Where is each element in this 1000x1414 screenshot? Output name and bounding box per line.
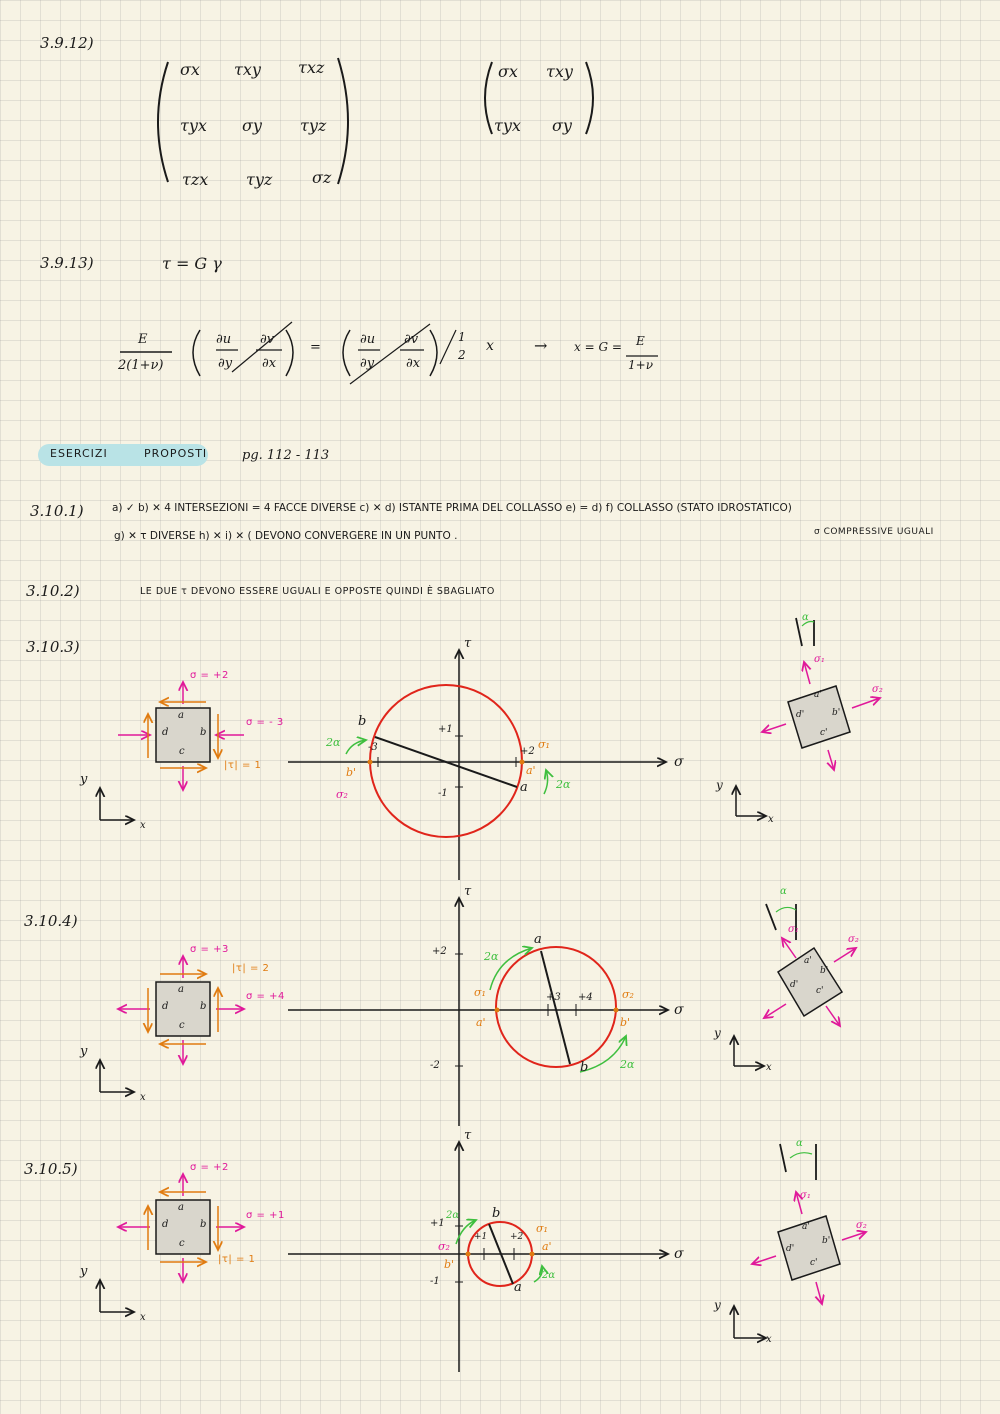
axis-y-label: y bbox=[716, 778, 723, 792]
matrix-cell: σx bbox=[180, 60, 200, 79]
face-b-prime: b' bbox=[822, 1236, 831, 1246]
tick-tau-pos: +1 bbox=[430, 1218, 445, 1229]
answers-line-3: σ COMPRESSIVE UGUALI bbox=[814, 527, 934, 537]
matrix-cell: σz bbox=[312, 168, 332, 187]
pill-text-b: PROPOSTI bbox=[144, 447, 208, 460]
face-d-prime: d' bbox=[790, 980, 799, 990]
mohr-plane-3-10-5 bbox=[288, 1142, 668, 1372]
axis-y-label: y bbox=[714, 1298, 721, 1312]
sigma2-rot-label: σ₂ bbox=[848, 934, 859, 945]
point-a: a bbox=[520, 780, 528, 795]
point-a-prime: a' bbox=[476, 1016, 486, 1029]
xy-axes-rot-3-10-3 bbox=[736, 786, 766, 816]
sigma-right-label: σ = +1 bbox=[246, 1210, 285, 1221]
tau-abs-label: |τ| = 2 bbox=[232, 963, 270, 974]
section-label-3-9-13: 3.9.13) bbox=[40, 254, 94, 272]
section-label-3-10-3: 3.10.3) bbox=[26, 638, 80, 656]
axis-x-label: x bbox=[768, 814, 774, 825]
eq-e-num: E bbox=[138, 332, 148, 347]
face-a-prime: a' bbox=[804, 956, 812, 966]
matrix-cell: σx bbox=[498, 62, 518, 81]
two-alpha-label: 2α bbox=[556, 778, 571, 791]
tick-sigma-a: +1 bbox=[474, 1232, 488, 1242]
tau-axis-label: τ bbox=[464, 636, 472, 651]
point-a: a bbox=[514, 1280, 522, 1295]
eq-half-den: 2 bbox=[458, 348, 466, 362]
axis-y-label: y bbox=[80, 1264, 88, 1279]
eq-du: ∂u bbox=[216, 332, 232, 347]
answers-line-1: a) ✓ b) ✕ 4 INTERSEZIONI = 4 FACCE DIVERSE c) ✕ d) ISTANTE PRIMA DEL COLLASSO e) = d) f) COLLASSO (STATO IDROSTATICO) bbox=[112, 502, 792, 514]
axis-x-label: x bbox=[140, 1312, 146, 1323]
face-a-prime: a' bbox=[814, 690, 822, 700]
tick-tau-neg: -2 bbox=[430, 1060, 440, 1071]
two-alpha-label: 2α bbox=[446, 1210, 460, 1221]
answers-line-2: g) ✕ τ DIVERSE h) ✕ i) ✕ ( DEVONO CONVERGERE IN UN PUNTO . bbox=[114, 530, 458, 542]
sigma1-label: σ₁ bbox=[538, 738, 550, 751]
two-alpha-label: 2α bbox=[484, 950, 499, 963]
sigma-axis-label: σ bbox=[674, 1002, 684, 1018]
mohr-plane-3-10-3 bbox=[288, 650, 666, 880]
sigma1-rot-label: σ₁ bbox=[800, 1190, 811, 1201]
face-a-prime: a' bbox=[802, 1222, 810, 1232]
matrix-cell: τzx bbox=[182, 170, 209, 189]
matrix-cell: τxy bbox=[546, 62, 573, 81]
page-reference: pg. 112 - 113 bbox=[242, 448, 330, 463]
section-label-3-10-1: 3.10.1) bbox=[30, 502, 84, 520]
sigma1-label: σ₁ bbox=[474, 986, 486, 999]
axis-y-label: y bbox=[80, 772, 88, 787]
matrix-cell: τxz bbox=[298, 58, 325, 77]
tick-sigma-b: +4 bbox=[578, 992, 593, 1003]
eq-du: ∂u bbox=[360, 332, 376, 347]
point-a: a bbox=[534, 932, 542, 947]
tick-tau-neg: -1 bbox=[438, 788, 448, 799]
matrix-cell: τyx bbox=[180, 116, 207, 135]
eq-dy: ∂y bbox=[218, 356, 233, 371]
axis-y-label: y bbox=[80, 1044, 88, 1059]
face-c: c bbox=[179, 1020, 185, 1031]
sigma2-label: σ₂ bbox=[622, 988, 634, 1001]
shear-law: τ = G γ bbox=[162, 254, 222, 273]
stress-element-3-10-3 bbox=[118, 682, 244, 790]
xy-axes-3-10-5 bbox=[100, 1280, 134, 1312]
face-b-prime: b' bbox=[820, 966, 829, 976]
matrix-cell: σy bbox=[242, 116, 262, 135]
tick-sigma-b: +2 bbox=[510, 1232, 524, 1242]
point-b-prime: b' bbox=[620, 1016, 631, 1029]
axis-x-label: x bbox=[766, 1334, 772, 1345]
face-c-prime: c' bbox=[820, 728, 828, 738]
eq-dy: ∂y bbox=[360, 356, 375, 371]
sigma-top-label: σ = +2 bbox=[190, 1162, 229, 1173]
eq-r-num: E bbox=[636, 334, 645, 348]
face-d: d bbox=[162, 727, 169, 738]
sigma2-rot-label: σ₂ bbox=[856, 1220, 867, 1231]
face-d-prime: d' bbox=[796, 710, 805, 720]
eq-equals: = bbox=[310, 340, 321, 355]
axis-x-label: x bbox=[766, 1062, 772, 1073]
face-d-prime: d' bbox=[786, 1244, 795, 1254]
face-c-prime: c' bbox=[810, 1258, 818, 1268]
alpha-label: α bbox=[802, 612, 809, 623]
eq-x: x bbox=[486, 338, 494, 354]
sigma-right-label: σ = +4 bbox=[246, 991, 285, 1002]
two-alpha-label: 2α bbox=[326, 736, 341, 749]
xy-axes-3-10-3 bbox=[100, 788, 134, 820]
axis-x-label: x bbox=[140, 1092, 146, 1103]
matrix-cell: τyx bbox=[494, 116, 521, 135]
sigma2-label: σ₂ bbox=[438, 1240, 450, 1253]
sigma1-rot-label: σ₁ bbox=[788, 924, 799, 935]
point-b-prime: b' bbox=[444, 1258, 455, 1271]
face-c: c bbox=[179, 1238, 185, 1249]
eq-dv: ∂v bbox=[260, 332, 275, 347]
point-b: b bbox=[358, 714, 367, 729]
sigma-top-label: σ = +3 bbox=[190, 944, 229, 955]
xy-axes-rot-3-10-4 bbox=[734, 1036, 764, 1066]
face-b: b bbox=[200, 1001, 207, 1012]
xy-axes-rot-3-10-5 bbox=[734, 1306, 766, 1338]
tau-axis-label: τ bbox=[464, 1128, 472, 1143]
tau-abs-label: |τ| = 1 bbox=[224, 760, 262, 771]
pill-text-a: ESERCIZI bbox=[50, 447, 108, 460]
two-alpha-label: 2α bbox=[620, 1058, 635, 1071]
sigma-right-label: σ = - 3 bbox=[246, 717, 284, 728]
section-label-3-9-12: 3.9.12) bbox=[40, 34, 94, 52]
eq-r-den: 1+ν bbox=[628, 358, 653, 372]
matrix-cell: σy bbox=[552, 116, 572, 135]
sigma2-rot-label: σ₂ bbox=[872, 684, 883, 695]
face-b: b bbox=[200, 727, 207, 738]
sigma1-label: σ₁ bbox=[536, 1222, 548, 1235]
point-a-prime: a' bbox=[542, 1240, 552, 1253]
tick-sigma-pos: +2 bbox=[520, 746, 535, 757]
sigma-axis-label: σ bbox=[674, 1246, 684, 1262]
face-b: b bbox=[200, 1219, 207, 1230]
stress-element-3-10-4 bbox=[118, 956, 244, 1064]
face-c-prime: c' bbox=[816, 986, 824, 996]
axis-x-label: x bbox=[140, 820, 146, 831]
stress-element-3-10-5 bbox=[118, 1174, 244, 1282]
face-d: d bbox=[162, 1219, 169, 1230]
tick-sigma-a: +3 bbox=[546, 992, 561, 1003]
point-b: b bbox=[492, 1206, 501, 1221]
face-a: a bbox=[178, 710, 184, 721]
eq-dv: ∂v bbox=[404, 332, 419, 347]
eq-e-den: 2(1+ν) bbox=[118, 358, 164, 373]
face-a: a bbox=[178, 1202, 184, 1213]
sigma-axis-label: σ bbox=[674, 754, 684, 770]
point-a-prime: a' bbox=[526, 764, 536, 777]
arrow-right-icon: → bbox=[534, 336, 548, 355]
matrix-cell: τyz bbox=[300, 116, 327, 135]
sigma-top-label: σ = +2 bbox=[190, 670, 229, 681]
tau-axis-label: τ bbox=[464, 884, 472, 899]
tick-tau-pos: +1 bbox=[438, 724, 453, 735]
section-label-3-10-5: 3.10.5) bbox=[24, 1160, 78, 1178]
face-c: c bbox=[179, 746, 185, 757]
eq-result: x = G = bbox=[574, 340, 622, 354]
point-b: b bbox=[580, 1060, 589, 1075]
xy-axes-3-10-4 bbox=[100, 1060, 134, 1092]
tick-tau-pos: +2 bbox=[432, 946, 447, 957]
alpha-label: α bbox=[780, 886, 787, 897]
face-b-prime: b' bbox=[832, 708, 841, 718]
tick-tau-neg: -1 bbox=[430, 1276, 440, 1287]
face-a: a bbox=[178, 984, 184, 995]
mohr-plane-3-10-4 bbox=[288, 898, 668, 1126]
eq-half-num: 1 bbox=[458, 330, 466, 344]
face-d: d bbox=[162, 1001, 169, 1012]
section-label-3-10-4: 3.10.4) bbox=[24, 912, 78, 930]
matrix-cell: τyz bbox=[246, 170, 273, 189]
sigma2-label: σ₂ bbox=[336, 788, 348, 801]
section-label-3-10-2: 3.10.2) bbox=[26, 582, 80, 600]
eq-dx: ∂x bbox=[406, 356, 421, 371]
sigma1-rot-label: σ₁ bbox=[814, 654, 825, 665]
axis-y-label: y bbox=[714, 1026, 721, 1040]
point-b-prime: b' bbox=[346, 766, 357, 779]
tick-sigma-neg: -3 bbox=[368, 742, 378, 753]
tau-abs-label: |τ| = 1 bbox=[218, 1254, 256, 1265]
answer-3-10-2: LE DUE τ DEVONO ESSERE UGUALI E OPPOSTE QUINDI È SBAGLIATO bbox=[140, 586, 495, 597]
two-alpha-label: 2α bbox=[542, 1270, 556, 1281]
eq-dx: ∂x bbox=[262, 356, 277, 371]
matrix-cell: τxy bbox=[234, 60, 261, 79]
alpha-label: α bbox=[796, 1138, 803, 1149]
